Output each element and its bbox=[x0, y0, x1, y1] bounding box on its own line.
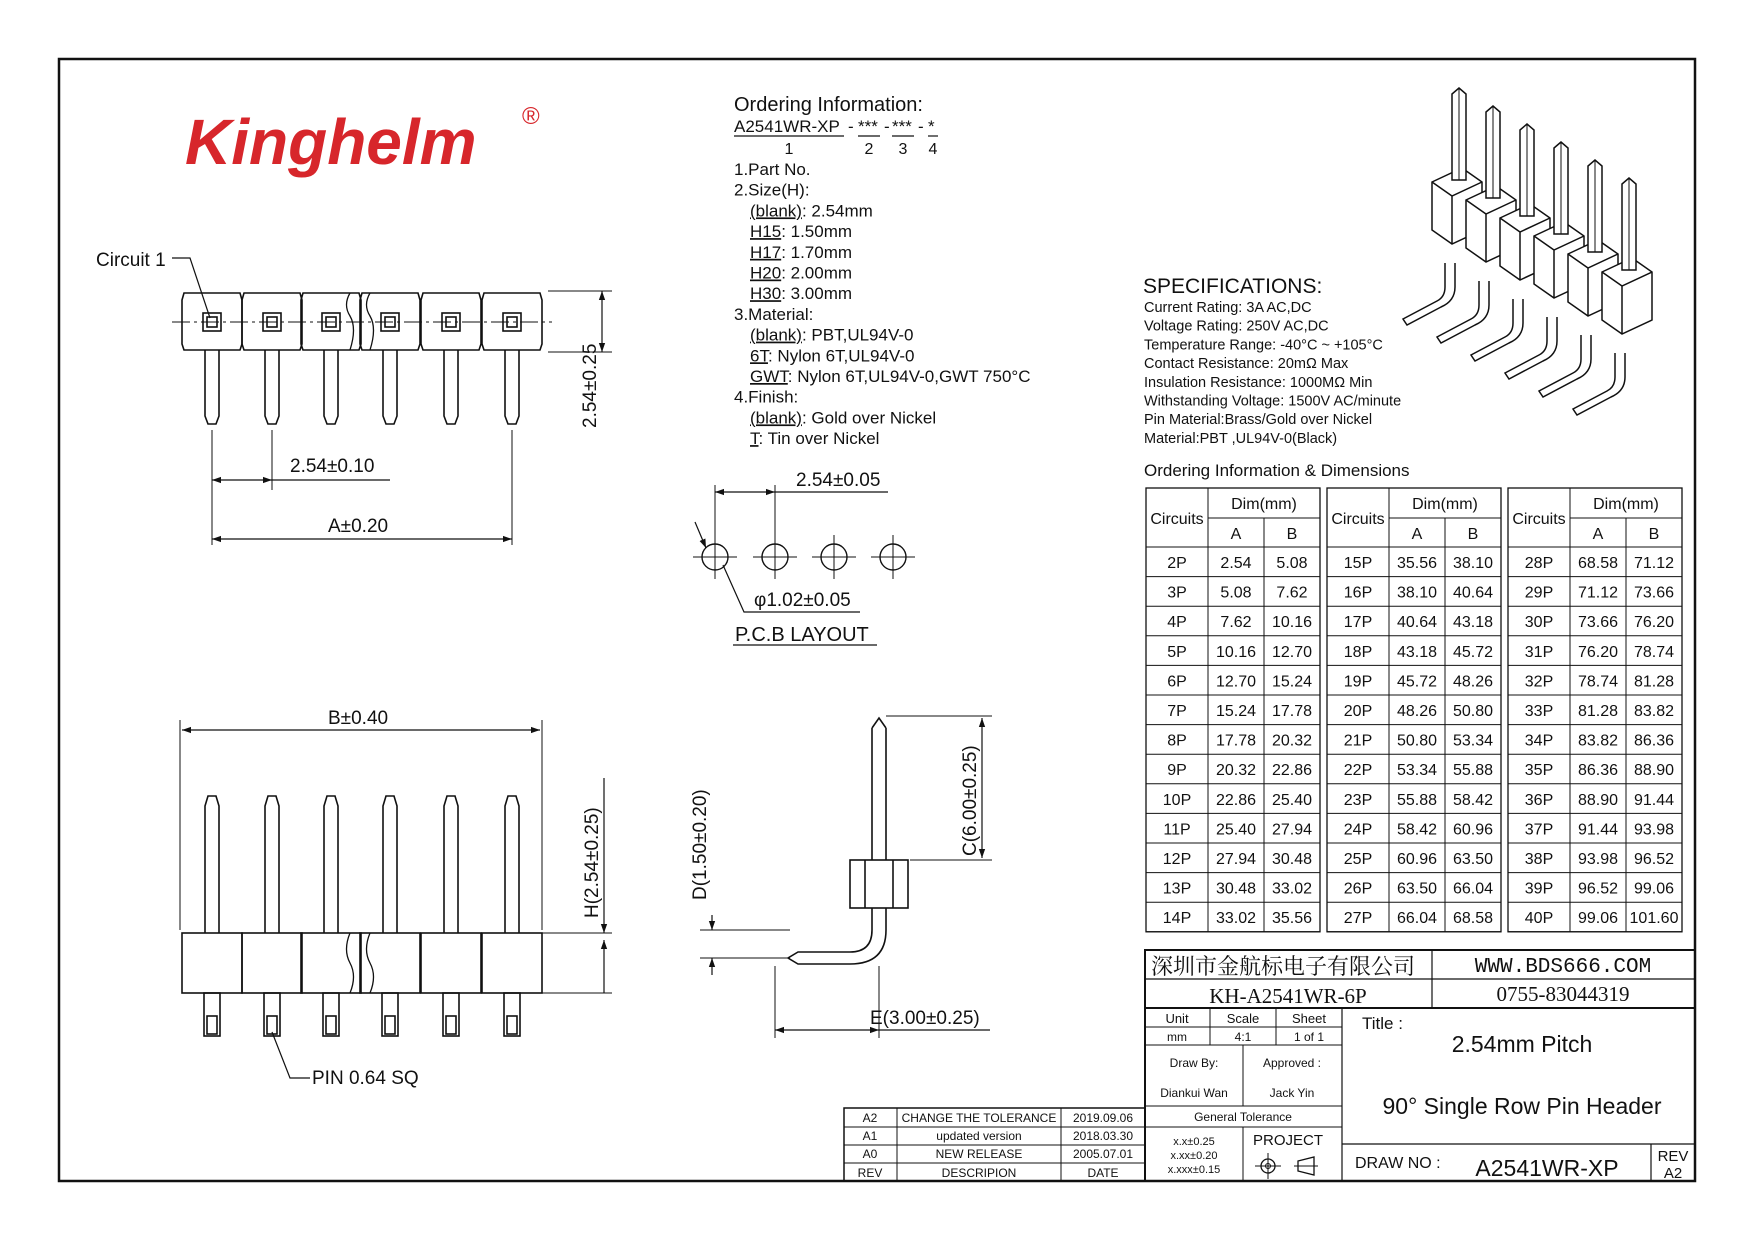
spec-line: Withstanding Voltage: 1500V AC/minute bbox=[1144, 393, 1402, 410]
cell-b: 78.74 bbox=[1633, 643, 1675, 661]
top-view-contact bbox=[482, 293, 542, 424]
pcb-layout-title: P.C.B LAYOUT bbox=[735, 624, 869, 646]
cell-a: 83.82 bbox=[1577, 732, 1619, 750]
ordering-item: 1.Part No. bbox=[734, 160, 811, 179]
cell-b: 71.12 bbox=[1633, 555, 1675, 572]
cell-b: 93.98 bbox=[1633, 821, 1675, 839]
cell-circuits: 4P bbox=[1167, 614, 1187, 632]
cell-circuits: 14P bbox=[1162, 910, 1192, 928]
registered-mark: ® bbox=[522, 103, 540, 130]
col-a: A bbox=[1230, 526, 1242, 543]
code-segment: * bbox=[928, 117, 935, 136]
dim-height-top: 2.54±0.25 bbox=[580, 343, 601, 428]
cell-circuits: 32P bbox=[1524, 673, 1554, 691]
cell-a: 93.98 bbox=[1577, 851, 1619, 868]
cell-a: 66.04 bbox=[1396, 910, 1438, 928]
specs-lines bbox=[1144, 300, 1401, 447]
spec-line: Contact Resistance: 20mΩ Max bbox=[1144, 356, 1349, 373]
cell-a: 60.96 bbox=[1396, 851, 1438, 868]
top-view-contact bbox=[242, 293, 302, 424]
spec-line: Temperature Range: -40°C ~ +105°C bbox=[1144, 337, 1383, 354]
cell-circuits: 35P bbox=[1524, 762, 1554, 780]
phone: 0755-83044319 bbox=[1496, 982, 1630, 1006]
tolerance-3: x.xxx±0.15 bbox=[1167, 1164, 1221, 1176]
cell-b: 76.20 bbox=[1633, 614, 1675, 632]
ordering-item: GWT: Nylon 6T,UL94V-0,GWT 750°C bbox=[750, 367, 1031, 386]
cell-a: 45.72 bbox=[1396, 673, 1438, 691]
cell-a: 71.12 bbox=[1577, 584, 1619, 602]
dim-pitch: 2.54±0.10 bbox=[290, 456, 375, 477]
cell-circuits: 10P bbox=[1162, 791, 1192, 809]
cell-circuits: 13P bbox=[1162, 880, 1192, 898]
cell-a: 81.28 bbox=[1577, 703, 1619, 720]
pcb-hole bbox=[753, 535, 797, 579]
draw-by-value: Diankui Wan bbox=[1160, 1086, 1228, 1100]
cell-circuits: 16P bbox=[1343, 584, 1373, 602]
cell-b: 10.16 bbox=[1271, 614, 1313, 632]
front-view-pin bbox=[421, 796, 481, 1036]
pcb-hole bbox=[871, 535, 915, 579]
cell-b: 38.10 bbox=[1452, 555, 1494, 572]
front-view bbox=[180, 720, 612, 1078]
title-line2: 90° Single Row Pin Header bbox=[1382, 1093, 1662, 1119]
spec-line: Current Rating: 3A AC,DC bbox=[1144, 300, 1312, 316]
col-b: B bbox=[1467, 526, 1479, 543]
cell-circuits: 39P bbox=[1524, 880, 1554, 898]
revision-cell: A2 bbox=[862, 1111, 878, 1125]
cell-a: 17.78 bbox=[1215, 732, 1257, 750]
cell-b: 73.66 bbox=[1633, 584, 1675, 602]
col-dim: Dim(mm) bbox=[1593, 496, 1659, 513]
cell-a: 22.86 bbox=[1215, 791, 1257, 809]
cell-circuits: 8P bbox=[1167, 732, 1187, 750]
company-name: 深圳市金航标电子有限公司 bbox=[1151, 954, 1416, 979]
cell-circuits: 29P bbox=[1524, 584, 1554, 602]
cell-circuits: 26P bbox=[1343, 880, 1373, 898]
cell-circuits: 40P bbox=[1524, 910, 1554, 928]
cell-circuits: 6P bbox=[1167, 673, 1187, 691]
cell-a: 78.74 bbox=[1577, 673, 1619, 691]
ordering-item: 4.Finish: bbox=[734, 387, 799, 407]
col-dim: Dim(mm) bbox=[1231, 496, 1297, 513]
cell-a: 96.52 bbox=[1577, 880, 1619, 898]
col-a: A bbox=[1411, 526, 1423, 543]
cell-b: 35.56 bbox=[1271, 910, 1313, 928]
dims-table bbox=[1146, 488, 1682, 932]
ordering-item: H17: 1.70mm bbox=[750, 242, 853, 262]
general-tolerance: General Tolerance bbox=[1194, 1110, 1292, 1124]
revision-cell: updated version bbox=[936, 1129, 1022, 1143]
code-index: 1 bbox=[784, 141, 794, 158]
front-view-pin bbox=[182, 796, 242, 1036]
cell-b: 63.50 bbox=[1452, 851, 1494, 868]
cell-a: 30.48 bbox=[1215, 880, 1257, 898]
cell-b: 25.40 bbox=[1271, 791, 1313, 809]
ordering-code bbox=[734, 117, 938, 158]
circuit1-label: Circuit 1 bbox=[96, 250, 166, 271]
cell-circuits: 3P bbox=[1167, 584, 1187, 602]
sheet-label: Sheet bbox=[1292, 1011, 1326, 1026]
cell-b: 15.24 bbox=[1271, 673, 1313, 691]
cell-a: 10.16 bbox=[1215, 643, 1257, 661]
col-dim: Dim(mm) bbox=[1412, 496, 1478, 513]
dim-d: D(1.50±0.20) bbox=[690, 789, 711, 900]
cell-b: 83.82 bbox=[1633, 703, 1675, 720]
cell-b: 55.88 bbox=[1452, 762, 1494, 780]
cell-b: 45.72 bbox=[1452, 643, 1494, 661]
cell-circuits: 31P bbox=[1524, 643, 1554, 661]
scale-label: Scale bbox=[1226, 1011, 1260, 1026]
code-separator: - bbox=[918, 117, 924, 136]
part-code: KH-A2541WR-6P bbox=[1209, 984, 1367, 1008]
dim-h: H(2.54±0.25) bbox=[582, 807, 603, 918]
dim-a: A±0.20 bbox=[328, 516, 389, 537]
cell-a: 43.18 bbox=[1396, 643, 1438, 661]
cell-b: 20.32 bbox=[1271, 732, 1313, 750]
ordering-item: (blank): PBT,UL94V-0 bbox=[750, 325, 914, 345]
sheet-value: 1 of 1 bbox=[1293, 1030, 1325, 1044]
cell-b: 30.48 bbox=[1271, 851, 1313, 868]
cell-a: 73.66 bbox=[1577, 614, 1619, 632]
draw-no-label: DRAW NO : bbox=[1355, 1155, 1441, 1172]
cell-a: 15.24 bbox=[1215, 703, 1257, 720]
cell-a: 25.40 bbox=[1215, 821, 1257, 839]
ordering-item: 3.Material: bbox=[734, 304, 814, 324]
title-line1: 2.54mm Pitch bbox=[1451, 1031, 1593, 1057]
ordering-item: H30: 3.00mm bbox=[750, 284, 853, 304]
cell-b: 66.04 bbox=[1452, 880, 1494, 898]
rev-value: A2 bbox=[1663, 1165, 1683, 1182]
code-segment: A2541WR-XP bbox=[734, 117, 840, 136]
cell-b: 12.70 bbox=[1271, 643, 1313, 661]
spec-line: Voltage Rating: 250V AC,DC bbox=[1144, 318, 1329, 335]
cell-b: 99.06 bbox=[1633, 880, 1675, 898]
cell-b: 40.64 bbox=[1452, 584, 1494, 602]
cell-circuits: 38P bbox=[1524, 851, 1554, 868]
spec-line: Insulation Resistance: 1000MΩ Min bbox=[1144, 374, 1373, 391]
cell-a: 5.08 bbox=[1220, 584, 1252, 602]
cell-a: 35.56 bbox=[1396, 555, 1438, 572]
title-label: Title : bbox=[1362, 1014, 1403, 1033]
cell-circuits: 2P bbox=[1167, 555, 1187, 572]
kinghelm-logo: Kinghelm bbox=[185, 106, 477, 178]
top-view-contact bbox=[301, 293, 361, 424]
cell-b: 7.62 bbox=[1276, 584, 1308, 602]
dim-b: B±0.40 bbox=[328, 708, 389, 729]
front-view-pin bbox=[482, 796, 542, 1036]
ordering-item: 6T: Nylon 6T,UL94V-0 bbox=[750, 346, 915, 366]
ordering-item: H15: 1.50mm bbox=[750, 222, 853, 242]
cell-circuits: 28P bbox=[1524, 555, 1554, 572]
code-index: 2 bbox=[864, 141, 874, 158]
cell-circuits: 15P bbox=[1343, 555, 1373, 572]
cell-b: 27.94 bbox=[1271, 821, 1313, 839]
unit-label: Unit bbox=[1165, 1011, 1189, 1026]
cell-b: 50.80 bbox=[1452, 703, 1494, 720]
draw-no-value: A2541WR-XP bbox=[1475, 1155, 1619, 1181]
cell-a: 68.58 bbox=[1577, 555, 1619, 572]
front-view-pin bbox=[242, 796, 302, 1036]
code-index: 3 bbox=[898, 141, 908, 158]
revision-cell: 2018.03.30 bbox=[1072, 1129, 1134, 1143]
code-separator: - bbox=[884, 117, 890, 136]
dims-table-title: Ordering Information & Dimensions bbox=[1144, 461, 1410, 480]
revision-cell: NEW RELEASE bbox=[935, 1147, 1023, 1161]
cell-a: 55.88 bbox=[1396, 791, 1438, 809]
cell-b: 43.18 bbox=[1452, 614, 1494, 632]
ordering-item: (blank): 2.54mm bbox=[750, 201, 873, 221]
cell-a: 20.32 bbox=[1215, 762, 1257, 780]
ordering-item: H20: 2.00mm bbox=[750, 263, 853, 283]
pcb-pitch: 2.54±0.05 bbox=[796, 470, 881, 491]
cell-circuits: 22P bbox=[1343, 762, 1373, 780]
cell-b: 81.28 bbox=[1633, 673, 1675, 691]
cell-circuits: 30P bbox=[1524, 614, 1554, 632]
cell-a: 27.94 bbox=[1215, 851, 1257, 868]
ordering-item: (blank): Gold over Nickel bbox=[750, 408, 937, 428]
ordering-item: 2.Size(H): bbox=[734, 180, 810, 200]
scale-value: 4:1 bbox=[1234, 1030, 1252, 1044]
revision-header: DESCRIPION bbox=[941, 1166, 1017, 1180]
ordering-items bbox=[734, 160, 1030, 448]
pcb-layout bbox=[693, 485, 915, 645]
cell-circuits: 25P bbox=[1343, 851, 1373, 868]
revision-cell: A1 bbox=[862, 1129, 878, 1143]
cell-a: 7.62 bbox=[1220, 614, 1252, 632]
cell-b: 91.44 bbox=[1633, 791, 1675, 809]
website: WWW.BDS666.COM bbox=[1474, 956, 1652, 979]
cell-circuits: 5P bbox=[1167, 643, 1187, 661]
cell-circuits: 36P bbox=[1524, 791, 1554, 809]
cell-circuits: 27P bbox=[1343, 910, 1373, 928]
top-view-contact bbox=[182, 293, 242, 424]
revision-cell: CHANGE THE TOLERANCE bbox=[901, 1111, 1057, 1125]
revision-header: DATE bbox=[1087, 1166, 1119, 1180]
front-view-pin bbox=[360, 796, 420, 1036]
ordering-title: Ordering Information: bbox=[734, 94, 923, 116]
cell-circuits: 18P bbox=[1343, 643, 1373, 661]
cell-circuits: 21P bbox=[1343, 732, 1373, 750]
cell-a: 76.20 bbox=[1577, 643, 1619, 661]
pcb-hole-dia: φ1.02±0.05 bbox=[754, 590, 851, 611]
cell-b: 5.08 bbox=[1276, 555, 1308, 572]
top-view-contact bbox=[421, 293, 481, 424]
cell-b: 22.86 bbox=[1271, 762, 1313, 780]
cell-a: 86.36 bbox=[1577, 762, 1619, 780]
unit-value: mm bbox=[1167, 1030, 1187, 1044]
cell-b: 60.96 bbox=[1452, 821, 1494, 839]
cell-b: 58.42 bbox=[1452, 791, 1494, 809]
isometric-view bbox=[1403, 88, 1652, 415]
side-view bbox=[700, 716, 992, 1038]
cell-circuits: 23P bbox=[1343, 791, 1373, 809]
cell-circuits: 11P bbox=[1163, 821, 1191, 839]
approved-value: Jack Yin bbox=[1269, 1086, 1315, 1100]
cell-b: 101.60 bbox=[1629, 910, 1679, 928]
specs-title: SPECIFICATIONS: bbox=[1143, 275, 1323, 298]
pcb-hole bbox=[693, 535, 737, 579]
cell-b: 88.90 bbox=[1633, 762, 1675, 780]
rev-label: REV bbox=[1657, 1148, 1689, 1165]
cell-a: 99.06 bbox=[1577, 910, 1619, 928]
draw-by-label: Draw By: bbox=[1169, 1056, 1219, 1070]
code-segment: *** bbox=[892, 117, 912, 136]
cell-a: 38.10 bbox=[1396, 584, 1438, 602]
cell-a: 91.44 bbox=[1577, 821, 1619, 839]
cell-a: 88.90 bbox=[1577, 791, 1619, 809]
cell-circuits: 9P bbox=[1167, 762, 1187, 780]
project-label: PROJECT bbox=[1252, 1132, 1324, 1149]
cell-circuits: 19P bbox=[1343, 673, 1373, 691]
cell-circuits: 20P bbox=[1343, 703, 1373, 720]
cell-a: 48.26 bbox=[1396, 703, 1438, 720]
cell-circuits: 17P bbox=[1343, 614, 1373, 632]
cell-b: 48.26 bbox=[1452, 673, 1494, 691]
col-circuits: Circuits bbox=[1150, 511, 1204, 528]
code-segment: *** bbox=[858, 117, 878, 136]
approved-label: Approved : bbox=[1262, 1056, 1322, 1070]
cell-b: 33.02 bbox=[1271, 880, 1313, 898]
col-circuits: Circuits bbox=[1331, 511, 1385, 528]
cell-circuits: 24P bbox=[1343, 821, 1373, 839]
cell-circuits: 34P bbox=[1524, 732, 1554, 750]
cell-b: 17.78 bbox=[1271, 703, 1313, 720]
cell-b: 86.36 bbox=[1633, 732, 1675, 750]
col-a: A bbox=[1592, 526, 1604, 543]
dim-c: C(6.00±0.25) bbox=[960, 745, 981, 856]
cell-a: 33.02 bbox=[1215, 910, 1257, 928]
col-b: B bbox=[1286, 526, 1298, 543]
top-view-contact bbox=[360, 293, 420, 424]
tolerance-1: x.x±0.25 bbox=[1173, 1136, 1215, 1148]
cell-a: 12.70 bbox=[1215, 673, 1257, 691]
revision-header: REV bbox=[857, 1166, 883, 1180]
cell-a: 63.50 bbox=[1396, 880, 1438, 898]
cell-b: 53.34 bbox=[1452, 732, 1494, 750]
cell-circuits: 37P bbox=[1524, 821, 1554, 839]
cell-a: 2.54 bbox=[1220, 555, 1252, 572]
revision-cell: 2019.09.06 bbox=[1072, 1111, 1134, 1125]
col-circuits: Circuits bbox=[1512, 511, 1566, 528]
cell-a: 53.34 bbox=[1396, 762, 1438, 780]
revision-cell: 2005.07.01 bbox=[1072, 1147, 1134, 1161]
cell-b: 96.52 bbox=[1633, 851, 1675, 868]
spec-line: Material:PBT ,UL94V-0(Black) bbox=[1144, 430, 1338, 447]
revision-cell: A0 bbox=[862, 1147, 878, 1161]
tolerance-2: x.xx±0.20 bbox=[1170, 1150, 1218, 1162]
code-index: 4 bbox=[928, 141, 938, 158]
cell-a: 50.80 bbox=[1396, 732, 1438, 750]
pcb-hole bbox=[812, 535, 856, 579]
spec-line: Pin Material:Brass/Gold over Nickel bbox=[1144, 412, 1373, 429]
ordering-item: T: Tin over Nickel bbox=[750, 429, 880, 449]
cell-a: 40.64 bbox=[1396, 614, 1438, 632]
cell-circuits: 33P bbox=[1524, 703, 1554, 720]
cell-circuits: 12P bbox=[1162, 851, 1192, 868]
cell-circuits: 7P bbox=[1167, 703, 1187, 720]
cell-a: 58.42 bbox=[1396, 821, 1438, 839]
pin-sq-label: PIN 0.64 SQ bbox=[312, 1068, 419, 1089]
col-b: B bbox=[1648, 526, 1660, 543]
top-view bbox=[172, 258, 612, 545]
code-separator: - bbox=[848, 117, 854, 136]
dim-e: E(3.00±0.25) bbox=[870, 1008, 980, 1029]
cell-b: 68.58 bbox=[1452, 910, 1494, 928]
front-view-pin bbox=[301, 796, 361, 1036]
